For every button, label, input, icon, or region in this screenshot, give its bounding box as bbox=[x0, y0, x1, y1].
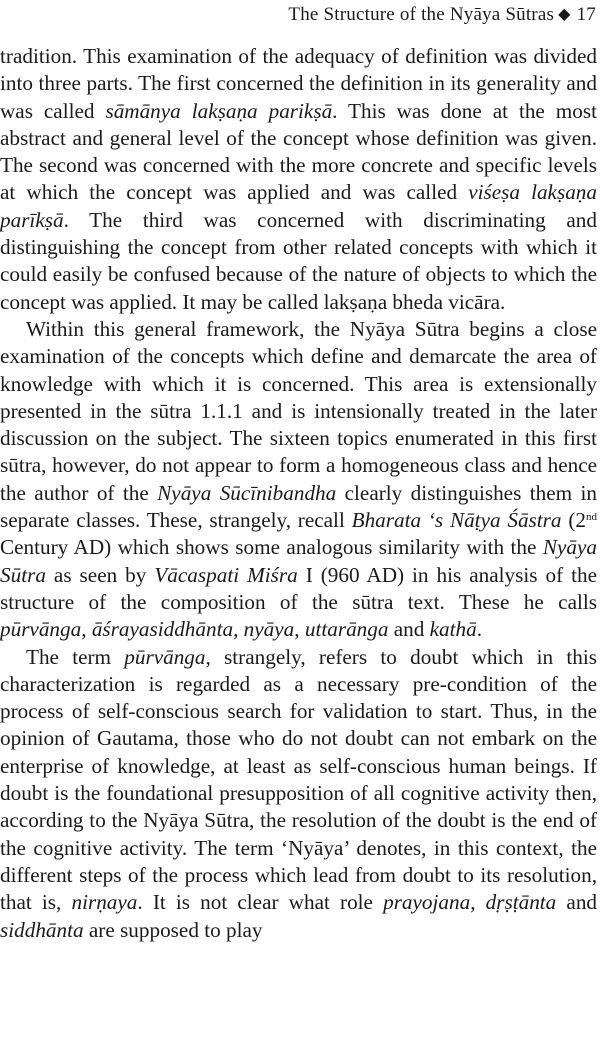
text-run: . It is not clear what role bbox=[137, 890, 384, 915]
italic-term: viśeṣa lakṣaṇa parīkṣā bbox=[0, 180, 597, 232]
paragraph bbox=[0, 43, 597, 316]
italic-term: dṛṣṭānta bbox=[485, 890, 557, 915]
text-run: , bbox=[233, 617, 244, 642]
text-run: clearly distinguishes them in separate classes. These, strangely, recall bbox=[0, 480, 597, 533]
italic-term: kathā bbox=[429, 617, 477, 642]
text-run: tradition. This examination of the adequacy of definition was divided into three parts. The first concerned the definition in its generality and was called bbox=[0, 44, 597, 123]
text-run: Within this general framework, the Nyāya Sūtra begins a close examination of the concepts which define and demarcate the area of knowledge with which it is concerned. This area is extensionally presented in the sūtra 1.1.1 and is intensionally treated in the later discussion on the subject. The sixteen topics enumerated in this first sūtra, however, do not appear to form a homogeneous class and hence the author of the bbox=[0, 316, 597, 505]
running-title: The Structure of the Nyāya Sūtras bbox=[288, 4, 555, 25]
text-run: , bbox=[294, 617, 305, 642]
diamond-icon: ◆ bbox=[558, 6, 571, 23]
italic-term: prayojana bbox=[383, 890, 471, 915]
text-run: , bbox=[81, 617, 92, 642]
italic-term: Bharata ‘s Nāṭya Śāstra bbox=[351, 508, 562, 533]
text-run: I (960 AD) in his analysis of the structure of the composition of the sūtra text. These he calls bbox=[0, 562, 597, 614]
text-run: Century AD) which shows some analogous similarity with the bbox=[0, 535, 543, 560]
superscript: nd bbox=[585, 511, 597, 524]
text-run: . This was done at the most abstract and general level of the concept whose definition was given. The second was concerned with the more concrete and specific levels at which the concept was applied and was called bbox=[0, 98, 597, 205]
text-run: and bbox=[556, 890, 598, 915]
page-number: 17 bbox=[576, 4, 596, 25]
text-run: as seen by bbox=[45, 562, 155, 587]
text-run: . bbox=[476, 617, 483, 642]
text-run: are supposed to play bbox=[83, 917, 263, 942]
italic-term: uttarānga bbox=[304, 617, 389, 642]
italic-term: siddhānta bbox=[0, 917, 84, 942]
italic-term: Nyāya Sūtra bbox=[0, 535, 597, 587]
running-header bbox=[288, 4, 596, 27]
italic-term: nirṇaya bbox=[71, 890, 138, 915]
paragraph bbox=[0, 644, 597, 944]
paragraph bbox=[0, 316, 597, 644]
italic-term: pūrvānga bbox=[0, 617, 82, 642]
italic-term: āśrayasiddhānta bbox=[91, 617, 234, 642]
text-run: , strangely, refers to doubt which in this characterization is regarded as a necessary pre-condition of the process of self-conscious search for validation to start. Thus, in the opinion of Gautama, those who do not doubt can not embark on the enterprise of knowledge, at least as self-conscious human beings. If doubt is the foundational presupposition of all cognitive activity then, according to the Nyāya Sūtra, the resolution of the doubt is the end of the cognitive activity. The term ‘Nyāya’ denotes, in this context, the different steps of the process which lead from doubt to its resolution, that is, bbox=[0, 644, 597, 915]
italic-term: Nyāya Sūcīnibandha bbox=[157, 480, 337, 505]
text-run: (2 bbox=[561, 508, 586, 533]
text-run: . The third was concerned with discriminating and distinguishing the concept from other related concepts with which it could easily be confused because of the nature of objects to which the concept was applied. It may be called lakṣaṇa bheda vicāra. bbox=[0, 207, 597, 314]
italic-term: sāmānya lakṣaṇa parikṣā bbox=[105, 98, 333, 123]
body-text bbox=[0, 43, 597, 944]
text-run: and bbox=[388, 617, 430, 642]
text-run: The term bbox=[26, 644, 125, 669]
italic-term: nyāya bbox=[243, 617, 295, 642]
italic-term: pūrvānga bbox=[124, 644, 206, 669]
italic-term: Vācaspati Miśra bbox=[154, 562, 298, 587]
text-run: , bbox=[470, 890, 486, 915]
